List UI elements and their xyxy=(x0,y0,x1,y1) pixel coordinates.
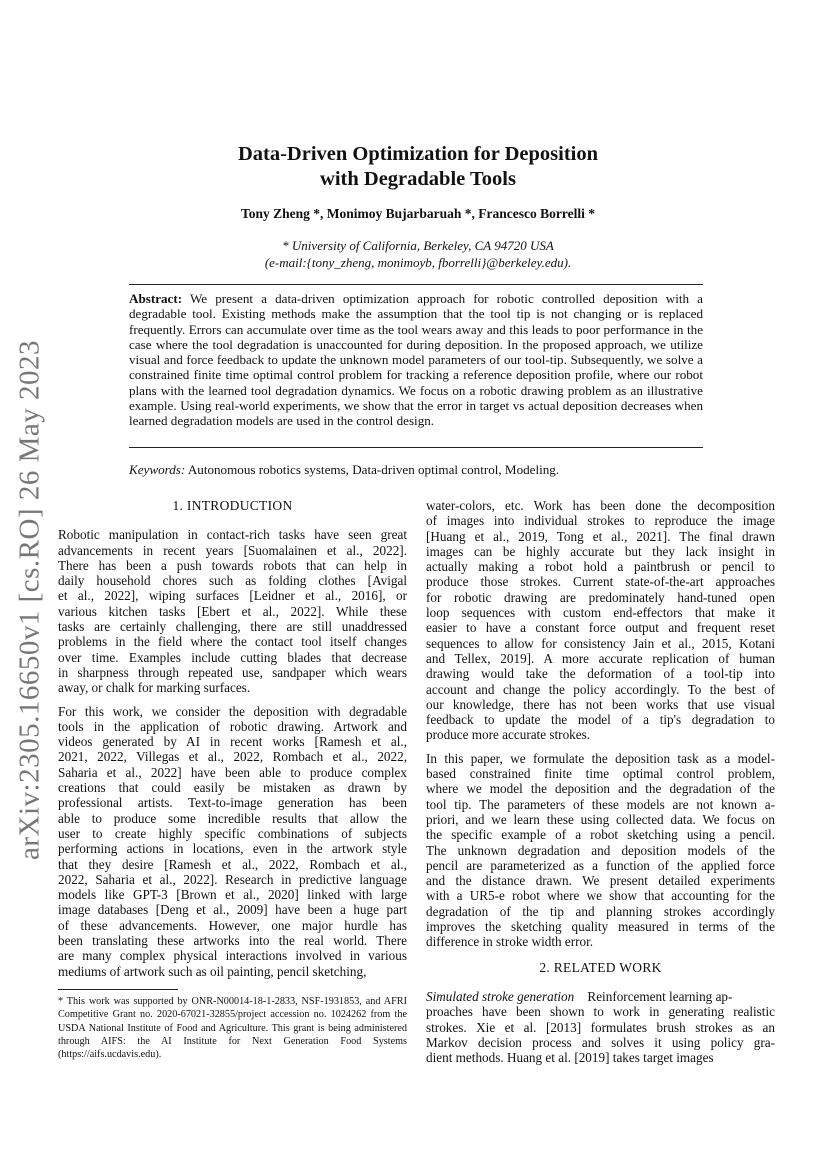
text-line: Robotic manipulation in contact-rich tasks have seen great xyxy=(58,527,407,543)
text-line: the specific example of a robot sketching using a pencil. xyxy=(426,827,775,843)
text-line: with a UR5-e robot where we show that accounting for the xyxy=(426,888,775,904)
text-line: image databases [Deng et al., 2009] have been a huge part xyxy=(58,902,407,918)
arxiv-stamp-text: arXiv:2305.16650v1 [cs.RO] 26 May 2023 xyxy=(13,339,46,861)
text-line: over time. Examples include cutting blades that decrease xyxy=(58,649,407,665)
text-line: 2021, 2022, Villegas et al., 2022, Rombach et al., 2022, xyxy=(58,749,407,765)
abstract xyxy=(129,291,703,429)
text-line: In this paper, we formulate the deposition task as a model- xyxy=(426,750,775,766)
affiliation-line-2: (e-mail:{tony_zheng, monimoyb, fborrelli}@berkeley.edu). xyxy=(264,255,572,270)
text-line: tools in the application of robotic drawing. Artwork and xyxy=(58,718,407,734)
text-line: proaches have been shown to work in generating realistic xyxy=(426,1004,775,1020)
text-line: away, or chalk for marking surfaces. xyxy=(58,680,251,696)
related-work-paragraph xyxy=(426,989,775,1065)
text-line: for robotic drawing are predominately hand-tuned open xyxy=(426,589,775,605)
text-line: and the distance drawn. We present detailed experiments xyxy=(426,873,775,889)
text-line: various kitchen tasks [Ebert et al., 2022]. While these xyxy=(58,603,407,619)
text-line: produce more accurate strokes. xyxy=(426,727,591,743)
text-line: strokes. Xie et al. [2013] formulates brush strokes as an xyxy=(426,1019,775,1035)
text-line: pencil are parameterized as a function of the applied force xyxy=(426,857,775,873)
text-line: user to create highly specific combinations of subjects xyxy=(58,825,407,841)
text-line: been translating these artworks into the real world. There xyxy=(58,933,407,949)
text-line: actually making a robot hold a paintbrush or pencil to xyxy=(426,559,775,575)
text-line: difference in stroke width error. xyxy=(426,934,594,950)
text-line: creations that could easily be mistaken as drawn by xyxy=(58,780,407,796)
text-line: Markov decision process and solves it using policy gra- xyxy=(426,1034,775,1050)
text-line: priori, and we learn these using collected data. We focus on xyxy=(426,811,775,827)
keywords-label: Keywords: xyxy=(129,462,186,477)
affiliation xyxy=(120,237,716,271)
text-line: sequences to allow for consistency Jain et al., 2015, Kotani xyxy=(426,635,775,651)
arxiv-stamp xyxy=(0,339,60,861)
affiliation-line-1: * University of California, Berkeley, CA 94720 USA xyxy=(282,238,554,253)
text-line: images can be highly accurate but they lack insight in xyxy=(426,543,775,559)
section-heading-introduction: 1. INTRODUCTION xyxy=(172,498,293,513)
text-line: videos generated by AI in recent works [Ramesh et al., xyxy=(58,734,407,750)
text-line: tasks are certainly challenging, there are still unaddressed xyxy=(58,619,407,635)
text-line: tool tip. The parameters of these models are not known a- xyxy=(426,796,775,812)
footnote: * This work was supported by ONR-N00014-18-1-2833, NSF-1931853, and AFRI Competitive Grant no. 2020-67021-32855/project accession no. 1024262 from the USDA National Institute of Food and Agriculture. This grant is being administered through AIFS: the AI Institute for Next Generation Food Systems (https://aifs.ucdavis.edu). xyxy=(58,996,407,1061)
paper-title xyxy=(120,142,716,192)
section-heading-related-work: 2. RELATED WORK xyxy=(539,959,662,975)
left-column xyxy=(58,498,407,979)
authors: Tony Zheng *, Monimoy Bujarbaruah *, Francesco Borrelli * xyxy=(240,206,595,221)
text-line: water-colors, etc. Work has been done the decomposition xyxy=(426,498,775,513)
text-line: improves the sketching quality measured in terms of the xyxy=(426,919,775,935)
text-line: of images into individual strokes to reproduce the image xyxy=(426,513,775,529)
text-line: loop sequences with custom end-effectors that make it xyxy=(426,605,775,621)
title-line-1: Data-Driven Optimization for Deposition xyxy=(237,143,599,165)
abstract-bottom-rule xyxy=(129,447,703,448)
text-line: our knowledge, there has not been works that use visual xyxy=(426,696,775,712)
text-line: where we model the deposition and the degradation of the xyxy=(426,781,775,797)
keywords xyxy=(129,462,703,478)
text-line: able to produce some incredible results that allow the xyxy=(58,810,407,826)
text-line: The unknown degradation and deposition models of the xyxy=(426,842,775,858)
text-line: For this work, we consider the deposition with degradable xyxy=(58,703,407,719)
intro-paragraph-3 xyxy=(426,498,775,743)
text-line: drawing would take the deformation of a tool-tip into xyxy=(426,666,775,682)
text-line: that they desire [Ramesh et al., 2022, Rombach et al., xyxy=(58,856,407,872)
text-line: degradation of the tip and planning strokes accordingly xyxy=(426,903,775,919)
text-line: produce those strokes. Current state-of-the-art approaches xyxy=(426,574,775,590)
keywords-text: Autonomous robotics systems, Data-driven optimal control, Modeling. xyxy=(187,462,560,477)
intro-paragraph-2 xyxy=(58,704,407,979)
text-line: feedback to update the model of a tip's degradation to xyxy=(426,712,775,728)
abstract-top-rule xyxy=(129,284,703,285)
text-line: performing actions in locations, even in the artwork style xyxy=(58,841,407,857)
text-line: account and change the policy accordingly. To the best of xyxy=(426,681,775,697)
intro-paragraph-1 xyxy=(58,527,407,695)
text-line: There has been a push towards robots that can help in xyxy=(58,557,407,573)
text-line: of these advancements. However, one major hurdle has xyxy=(58,917,407,933)
intro-paragraph-4 xyxy=(426,751,775,950)
text-line: 2022, Saharia et al., 2022]. Research in predictive language xyxy=(58,871,407,887)
text-line: easier to have a constant force output and frequent reset xyxy=(426,620,775,636)
text-line: professional artists. Text-to-image generation has been xyxy=(58,795,407,811)
text-line: advancements in recent years [Suomalainen et al., 2022]. xyxy=(58,542,407,558)
text-line: daily household chores such as folding clothes [Avigal xyxy=(58,573,407,589)
right-column xyxy=(426,498,775,1065)
text-line: mediums of artwork such as oil painting, pencil sketching, xyxy=(58,963,367,979)
text-line: Saharia et al., 2022] have been able to produce complex xyxy=(58,764,407,780)
text-line: dient methods. Huang et al. [2019] takes target images xyxy=(426,1050,714,1066)
text-line: problems in the field where the contact tool itself changes xyxy=(58,634,407,650)
abstract-text: We present a data-driven optimization approach for robotic controlled deposition with a degradable tool. Existing methods make the assumption that the tool tip is not changing or is replaced frequently. Errors can accumulate over time as the tool wears away and this leads to poor performance in the case where the tool degradation is unaccounted for during deposition. In the proposed approach, we utilize visual and force feedback to update the unknown model parameters of our tool-tip. Subsequently, we solve a constrained finite time optimal control problem for tracking a reference deposition profile, where our robot plans with the learned tool degradation dynamics. We focus on a robotic drawing problem as an illustrative example. Using real-world experiments, we show that the error in target vs actual deposition decreases when learned degradation models are used in the control design. xyxy=(129,291,703,429)
text-line: models like GPT-3 [Brown et al., 2020] linked with large xyxy=(58,887,407,903)
title-line-2: with Degradable Tools xyxy=(320,168,516,190)
text-line: Reinforcement learning ap- xyxy=(574,988,733,1004)
text-line: et al., 2022], wiping surfaces [Leidner et al., 2016], or xyxy=(58,588,407,604)
text-line: in sharpness through repeated use, sandpaper which wears xyxy=(58,664,407,680)
text-line: are many complex physical interactions involved in various xyxy=(58,948,407,964)
related-lead: Simulated stroke generation xyxy=(426,988,575,1004)
footnote-rule xyxy=(58,989,178,990)
abstract-label: Abstract: xyxy=(129,291,183,306)
text-line: [Huang et al., 2019, Tong et al., 2021]. The final drawn xyxy=(426,528,775,544)
text-line: and Tellex, 2019]. A more accurate replication of human xyxy=(426,650,775,666)
text-line: based constrained finite time optimal control problem, xyxy=(426,766,775,782)
